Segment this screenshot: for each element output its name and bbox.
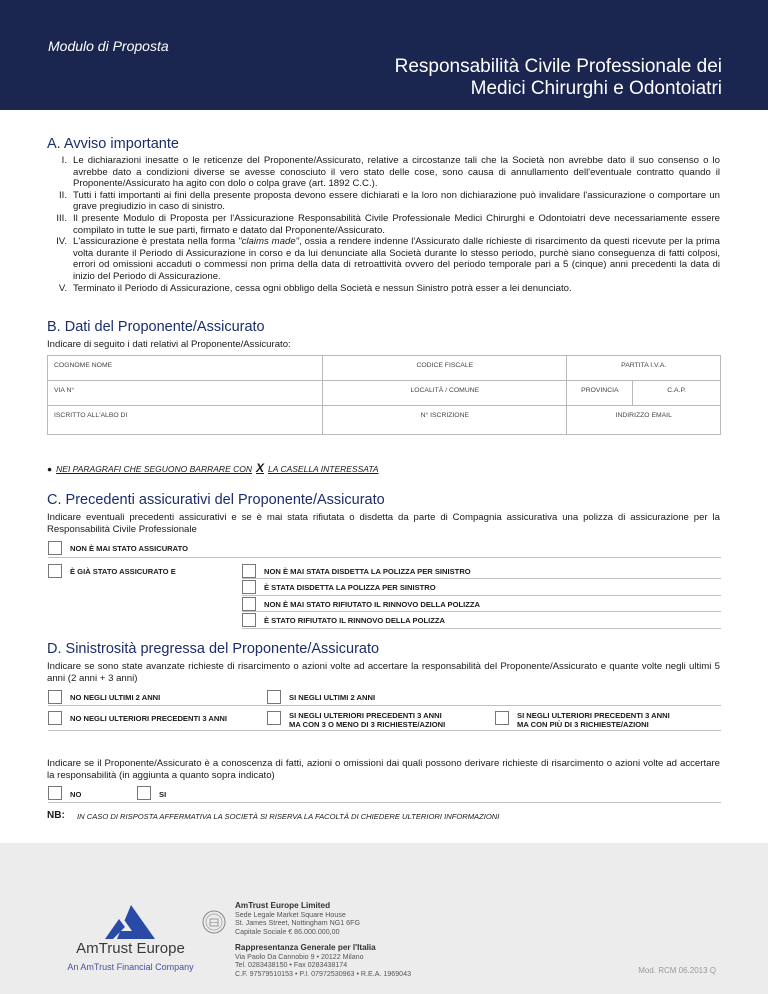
address-line: Sede Legale Market Square House — [235, 910, 346, 919]
italy-rep-address — [235, 944, 411, 978]
company-address — [235, 902, 360, 936]
form-type: Modulo di Proposta — [48, 38, 169, 54]
field-label: INDIRIZZO EMAIL — [615, 412, 672, 419]
address-line: Via Paolo Da Cannobio 9 • 20122 Milano — [235, 952, 364, 961]
renewal-refused-checkbox[interactable] — [242, 613, 256, 627]
logo-name: AmTrust Europe — [76, 940, 185, 957]
label-line: MA CON PIÙ DI 3 RICHIESTE/AZIONI — [517, 720, 649, 729]
note-text: NEI PARAGRAFI CHE SEGUONO BARRARE CON — [56, 464, 252, 474]
section-c-title: C. Precedenti assicurativi del Proponente/Assicurato — [47, 492, 385, 508]
applicant-data-table — [47, 355, 721, 435]
section-d-intro: Indicare se sono state avanzate richieste di risarcimento o azioni volte ad accertare la responsabilità del Proponente/Assicurato e quante volte negli ultimi 5 anni (2 anni + 3 anni) — [47, 661, 720, 684]
yes-knowledge-label: SI — [159, 790, 167, 799]
section-d-intro-2: Indicare se il Proponente/Assicurato è a conoscenza di fatti, azioni o omissioni dai quali possono derivare richieste di risarcimento o azioni volte ad accertare la responsabilità (in aggiunta a quanto sopra indicato) — [47, 758, 720, 781]
divider — [242, 611, 721, 612]
yes-prev-more-3-label — [517, 711, 670, 729]
field-label: N° ISCRIZIONE — [420, 412, 470, 419]
notice-text: Tutti i fatti importanti ai fini della presente proposta devono essere dichiarati e la loro non dichiarazione può invalidare l'assicurazione o comportare un grave pregiudizio in caso di sinistro. — [73, 189, 720, 213]
notice-item — [47, 155, 720, 190]
notice-num: II. — [59, 189, 67, 201]
bullet-icon: ● — [47, 464, 53, 474]
field-label: PROVINCIA — [581, 387, 619, 394]
yes-knowledge-checkbox[interactable] — [137, 786, 151, 800]
field-label: VIA N° — [54, 387, 75, 394]
not-cancelled-checkbox[interactable] — [242, 564, 256, 578]
iscrizione-field[interactable] — [323, 406, 567, 434]
section-b-intro: Indicare di seguito i dati relativi al Proponente/Assicurato: — [47, 339, 291, 350]
notice-item — [47, 283, 720, 295]
note-text: LA CASELLA INTERESSATA — [268, 464, 379, 474]
instruction-note — [47, 461, 379, 475]
address-line: C.F. 97579510153 • P.I. 07972530963 • R.E.A. 1969043 — [235, 969, 412, 978]
notice-text: L'assicurazione è prestata nella forma — [73, 236, 239, 248]
field-row — [48, 381, 720, 406]
section-d-title: D. Sinistrosità pregressa del Proponente/Assicurato — [47, 641, 380, 657]
divider — [242, 578, 721, 579]
notice-item — [47, 190, 720, 213]
notice-text: Il presente Modulo di Proposta per l'Assicurazione Responsabilità Civile Professionale Medici Chirurghi e Odontoiatri deve necessariamente essere compilato in tutte le sue parti, firmato e datato dal Proponente/Assicurato. — [73, 212, 720, 236]
yes-last-2-years-label: SI NEGLI ULTIMI 2 ANNI — [289, 693, 376, 702]
nb-text: IN CASO DI RISPOSTA AFFERMATIVA LA SOCIETÀ SI RISERVA LA FACOLTÀ DI CHIEDERE ULTERIORI INFORMAZIONI — [77, 812, 500, 821]
notice-text: , ossia a rendere indenne l'Assicurato dalle richieste di risarcimento da questi ricevute per la prima volta durante il Periodo di Assicurazione in corso e da lui denunciate alla Società durante lo stesso periodo, purchè siano conseguenza di fatti colposi, errori od omissioni accaduti o commessi non prima della data di retroattività ovvero del periodo temporale pari a 5 (cinque) anni precedenti la data di inizio del Periodo di Assicurazione. — [73, 236, 720, 282]
field-label: COGNOME NOME — [54, 362, 113, 369]
title-line-2: Medici Chirurghi e Odontoiatri — [470, 78, 722, 99]
email-field[interactable] — [567, 406, 720, 434]
no-last-2-years-checkbox[interactable] — [48, 690, 62, 704]
never-insured-label: NON È MAI STATO ASSICURATO — [70, 544, 188, 553]
no-knowledge-label: NO — [70, 790, 82, 799]
label-line: MA CON 3 O MENO DI 3 RICHIESTE/AZIONI — [289, 720, 446, 729]
yes-prev-3-or-less-label — [289, 711, 445, 729]
localita-field[interactable] — [323, 381, 567, 405]
cognome-nome-field[interactable] — [48, 356, 323, 380]
logo-sub: An AmTrust Financial Company — [67, 962, 194, 972]
address-line: St. James Street, Nottingham NG1 6FG — [235, 919, 360, 928]
x-mark: X — [256, 461, 265, 475]
never-insured-checkbox[interactable] — [48, 541, 62, 555]
notice-num: IV. — [56, 236, 67, 248]
notice-text: Le dichiarazioni inesatte o le reticenze del Proponente/Assicurato, relative a circostanze tali che la Società non avrebbe dato il suo consenso o lo avrebbe dato a condizioni diverse se avesse conosciuto il vero stato delle cose, sono causa di annullamento dell'eventuale contratto quando il Proponente/Assicurato ha agito con dolo o colpa grave (art. 1892 C.C.). — [73, 155, 720, 190]
field-label: LOCALITÀ / COMUNE — [410, 387, 480, 394]
yes-prev-more-3-checkbox[interactable] — [495, 711, 509, 725]
field-row — [48, 356, 720, 381]
company-name: AmTrust Europe Limited — [235, 901, 331, 910]
lloyds-seal-icon — [202, 910, 226, 934]
notice-list — [47, 155, 720, 294]
amtrust-logo-icon — [105, 905, 155, 939]
title-line-1: Responsabilità Civile Professionale dei — [394, 56, 722, 77]
partita-iva-field[interactable] — [567, 356, 720, 380]
notice-num: V. — [58, 282, 67, 294]
renewal-refused-label: È STATO RIFIUTATO IL RINNOVO DELLA POLIZZA — [264, 616, 445, 625]
notice-item — [47, 213, 720, 236]
field-row — [48, 406, 720, 434]
divider — [242, 595, 721, 596]
cancelled-label: È STATA DISDETTA LA POLIZZA PER SINISTRO — [264, 583, 436, 592]
field-label: C.A.P. — [667, 387, 686, 394]
address-line: Tel. 0283438150 • Fax 0283438174 — [235, 961, 348, 970]
already-insured-label: È GIÀ STATO ASSICURATO E — [70, 567, 176, 576]
notice-text: Terminato il Periodo di Assicurazione, cessa ogni obbligo della Società e nessun Sinistro potrà esser a lei denunciato. — [73, 282, 572, 294]
albo-field[interactable] — [48, 406, 323, 434]
no-prev-3-years-label: NO NEGLI ULTERIORI PRECEDENTI 3 ANNI — [70, 714, 227, 723]
codice-fiscale-field[interactable] — [323, 356, 567, 380]
rep-title: Rappresentanza Generale per l'Italia — [235, 943, 376, 952]
yes-last-2-years-checkbox[interactable] — [267, 690, 281, 704]
section-b-title: B. Dati del Proponente/Assicurato — [47, 319, 265, 335]
form-code: Mod. RCM 06.2013 Q — [638, 966, 716, 975]
cancelled-checkbox[interactable] — [242, 580, 256, 594]
address-line: Capitale Sociale € 86.000.000,00 — [235, 927, 340, 936]
divider — [48, 802, 721, 803]
notice-num: I. — [61, 155, 67, 166]
notice-text-italic: "claims made" — [238, 236, 300, 248]
section-a-title: A. Avviso importante — [47, 136, 179, 152]
divider — [48, 705, 721, 706]
field-label: PARTITA I.V.A. — [621, 362, 667, 369]
header-banner — [0, 0, 768, 110]
no-prev-3-years-checkbox[interactable] — [48, 711, 62, 725]
page-title — [395, 56, 722, 100]
divider — [48, 730, 721, 731]
section-c-intro: Indicare eventuali precedenti assicurativi e se è mai stata rifiutata o disdetta da parte di Compagnia assicurativa una polizza di assicurazione per la Responsabilità Civile Professionale — [47, 512, 720, 535]
label-line: SI NEGLI ULTERIORI PRECEDENTI 3 ANNI — [517, 711, 670, 720]
provincia-field[interactable] — [567, 381, 633, 405]
not-cancelled-label: NON È MAI STATA DISDETTA LA POLIZZA PER SINISTRO — [264, 567, 471, 576]
renewal-not-refused-label: NON È MAI STATO RIFIUTATO IL RINNOVO DELLA POLIZZA — [264, 600, 480, 609]
yes-prev-3-or-less-checkbox[interactable] — [267, 711, 281, 725]
nb-label: NB: — [47, 810, 65, 821]
via-field[interactable] — [48, 381, 323, 405]
divider — [48, 557, 721, 558]
field-label: ISCRITTO ALL'ALBO DI — [54, 412, 128, 419]
no-last-2-years-label: NO NEGLI ULTIMI 2 ANNI — [70, 693, 161, 702]
already-insured-checkbox[interactable] — [48, 564, 62, 578]
notice-item — [47, 236, 720, 282]
renewal-not-refused-checkbox[interactable] — [242, 597, 256, 611]
divider — [242, 628, 721, 629]
label-line: SI NEGLI ULTERIORI PRECEDENTI 3 ANNI — [289, 711, 442, 720]
field-label: CODICE FISCALE — [416, 362, 474, 369]
notice-num: III. — [56, 212, 67, 224]
cap-field[interactable] — [633, 381, 720, 405]
no-knowledge-checkbox[interactable] — [48, 786, 62, 800]
